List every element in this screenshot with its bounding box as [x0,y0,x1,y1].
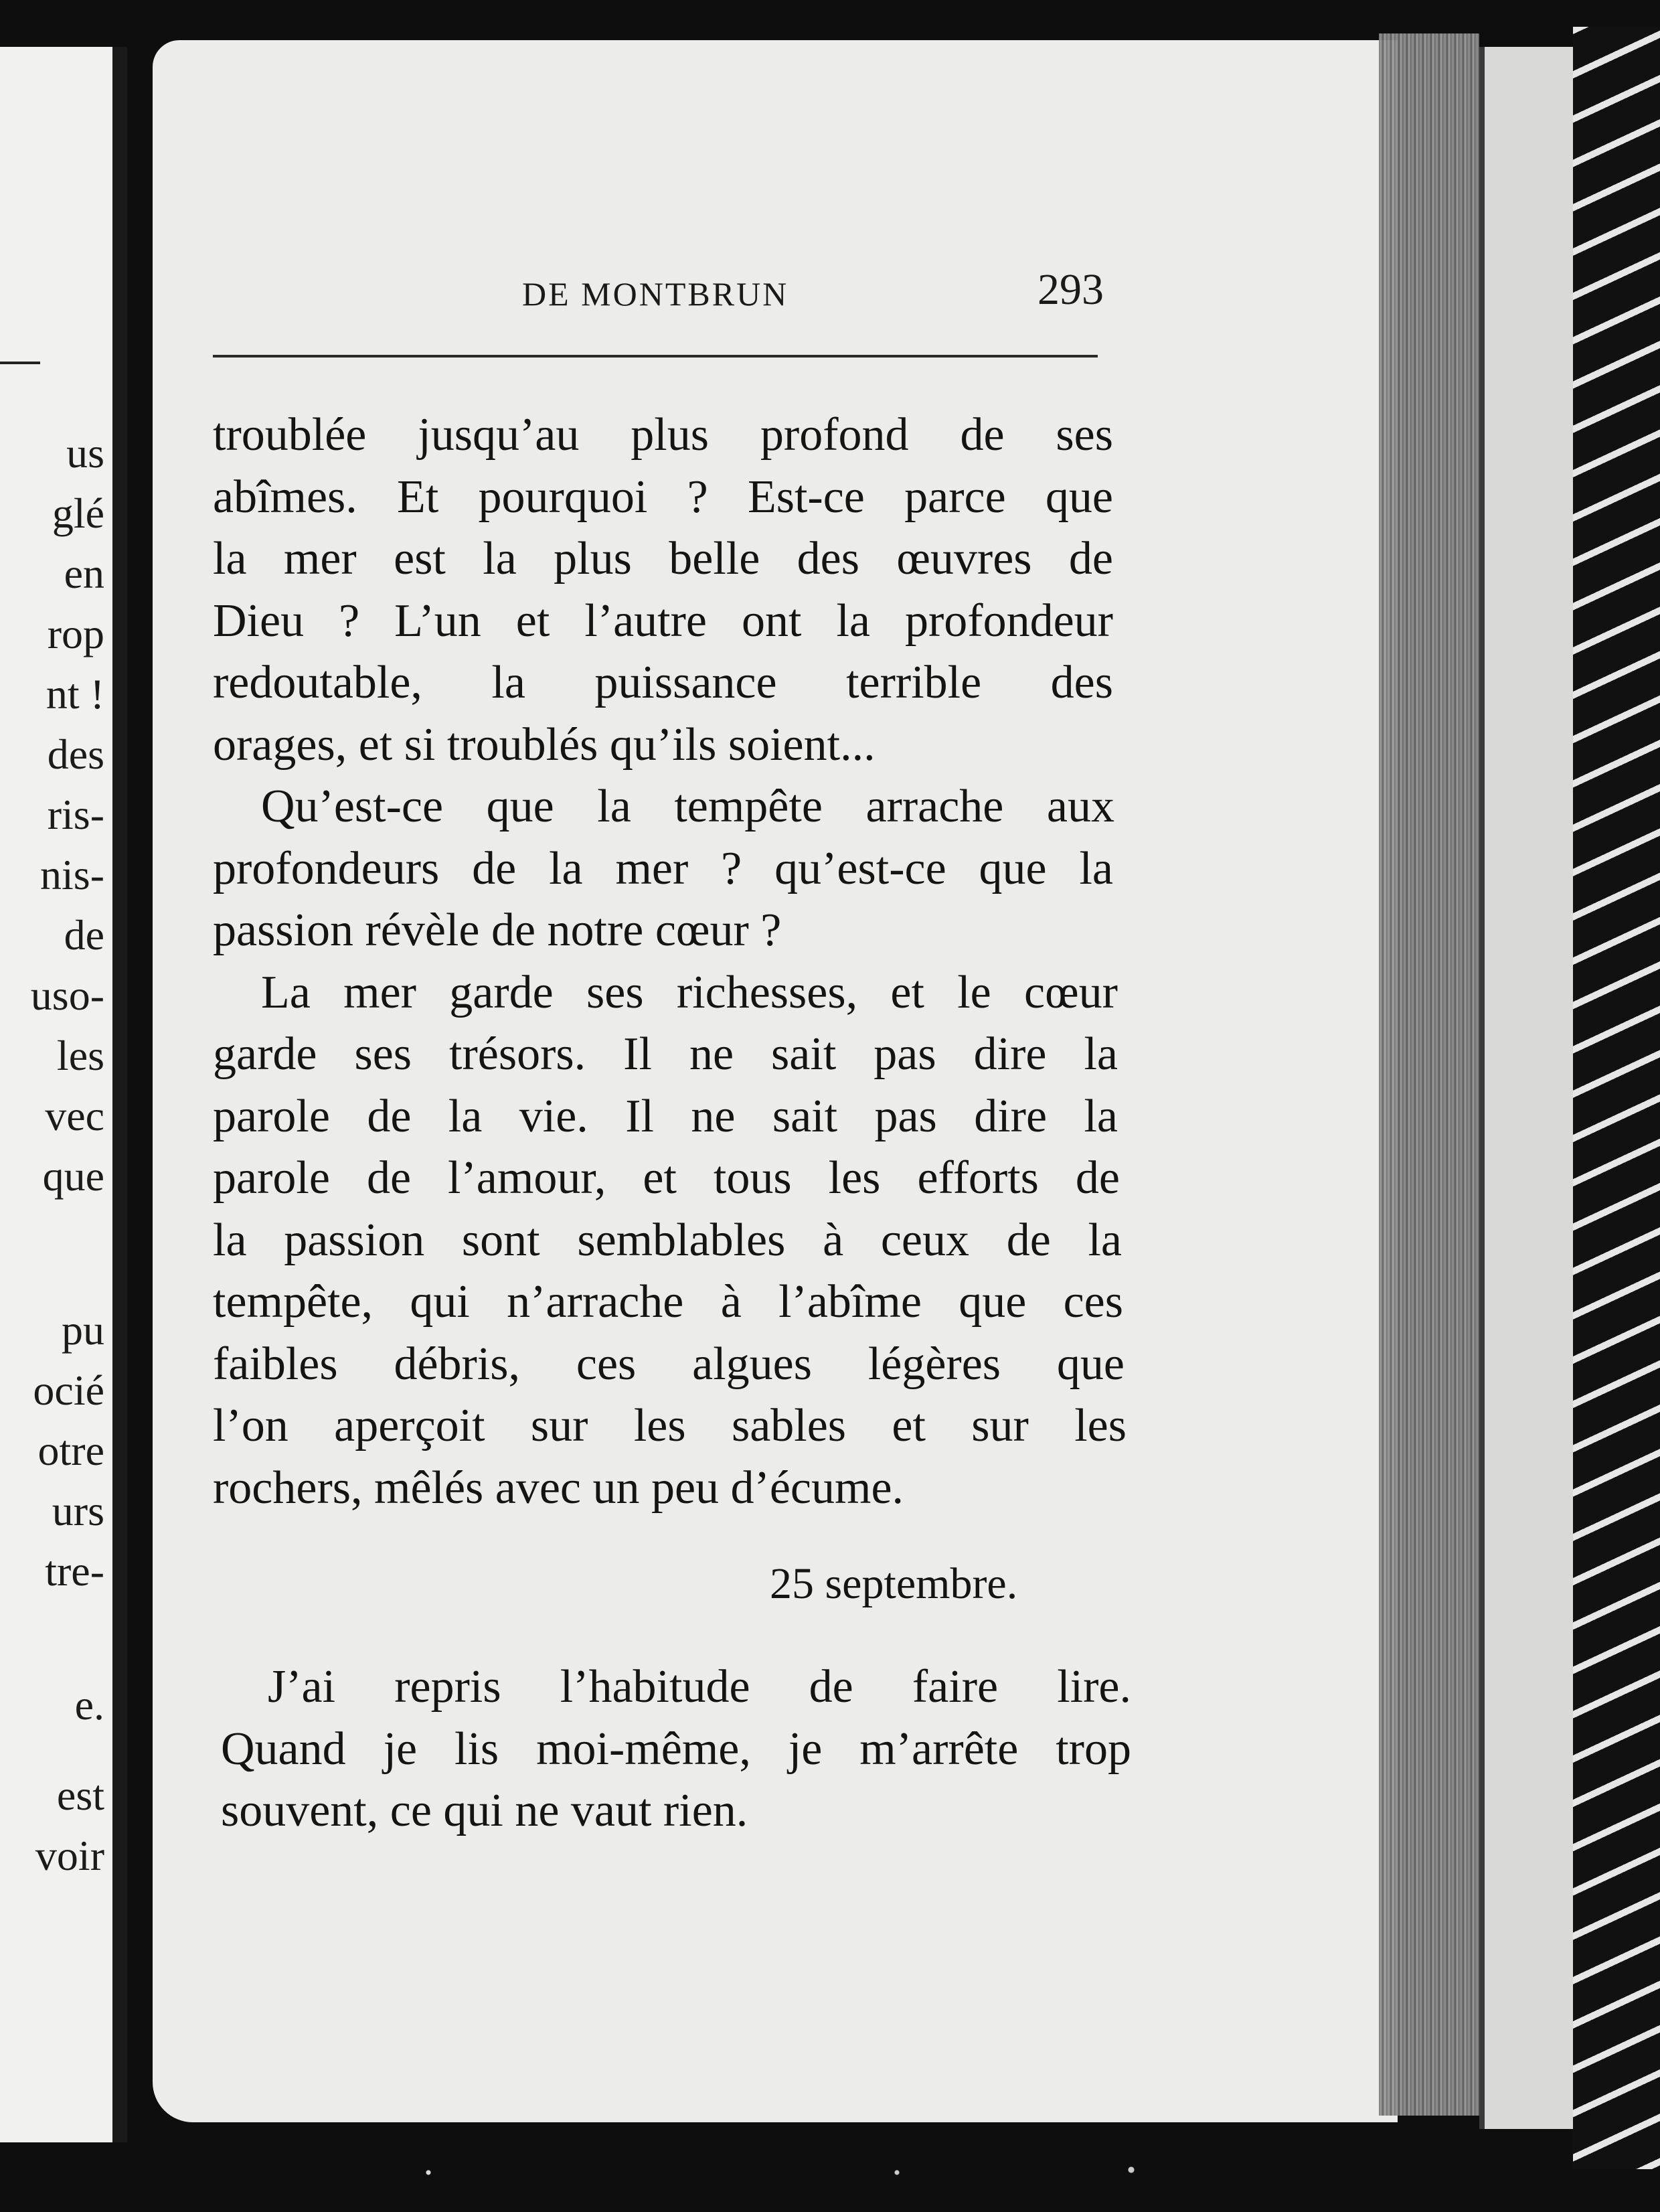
entry-date: 25 septembre. [770,1559,1018,1608]
text-line: tempête, qui n’arrache à l’abîme que ces [213,1276,1123,1328]
left-page-fragment: otre [37,1427,104,1474]
left-page-fragment: ris- [47,791,104,838]
text-line: parole de l’amour, et tous les efforts de [213,1152,1120,1204]
text-line: passion révèle de notre cœur ? [213,904,782,956]
left-page [0,47,127,2142]
left-page-fragment: les [56,1032,104,1079]
text-line: rochers, mêlés avec un peu d’écume. [213,1462,904,1514]
left-page-fragment: vec [45,1092,104,1139]
left-page-fragment: nt ! [46,670,104,718]
text-line: Quand je lis moi-même, je m’arrête trop [221,1723,1131,1775]
text-line: profondeurs de la mer ? qu’est-ce que la [213,843,1113,894]
text-line: faibles débris, ces algues légères que [213,1338,1125,1390]
text-line: la passion sont semblables à ceux de la [213,1214,1122,1266]
book-board [1479,47,1578,2129]
left-page-fragment: nis- [40,851,104,898]
left-page-fragment: que [42,1152,104,1200]
running-title: DE MONTBRUN [522,275,789,313]
left-page-fragment: ocié [33,1366,104,1414]
left-page-fragment: us [66,429,104,477]
left-page-rule [0,362,40,364]
text-line: parole de la vie. Il ne sait pas dire la [213,1091,1118,1142]
text-line: souvent, ce qui ne vaut rien. [221,1785,748,1836]
left-page-fragment: rop [47,610,104,657]
left-page-fragment: pu [62,1306,104,1354]
text-line: Dieu ? L’un et l’autre ont la profondeur [213,595,1113,647]
text-line: garde ses trésors. Il ne sait pas dire la [213,1028,1118,1080]
text-line: la mer est la plus belle des œuvres de [213,533,1113,584]
marbled-cover [1573,27,1660,2169]
header-rule [213,355,1098,358]
text-line: redoutable, la puissance terrible des [213,657,1113,708]
text-line: abîmes. Et pourquoi ? Est-ce parce que [213,471,1113,523]
left-page-fragment: urs [52,1487,104,1534]
paragraph-start-line: La mer garde ses richesses, et le cœur [261,967,1118,1018]
left-page-fragment: est [56,1771,104,1819]
paragraph-start-line: Qu’est-ce que la tempête arrache aux [261,781,1114,832]
left-page-fragment: de [64,911,104,959]
left-page-fragment: tre- [45,1547,104,1595]
scan-specks [335,2159,1272,2186]
text-line: troublée jusqu’au plus profond de ses [213,409,1113,461]
page-number: 293 [1038,265,1104,314]
page-fore-edge [1379,33,1479,2116]
left-page-fragment: en [64,550,104,597]
paragraph-start-line: J’ai repris l’habitude de faire lire. [268,1661,1131,1713]
left-page-fragment: uso- [30,971,104,1019]
left-page-fragment: glé [52,489,104,537]
left-page-fragment: e. [74,1681,104,1729]
text-line: l’on aperçoit sur les sables et sur les [213,1400,1127,1451]
left-page-fragment: voir [35,1832,104,1879]
text-line: orages, et si troublés qu’ils soient... [213,719,876,771]
left-page-fragment: des [47,730,104,778]
